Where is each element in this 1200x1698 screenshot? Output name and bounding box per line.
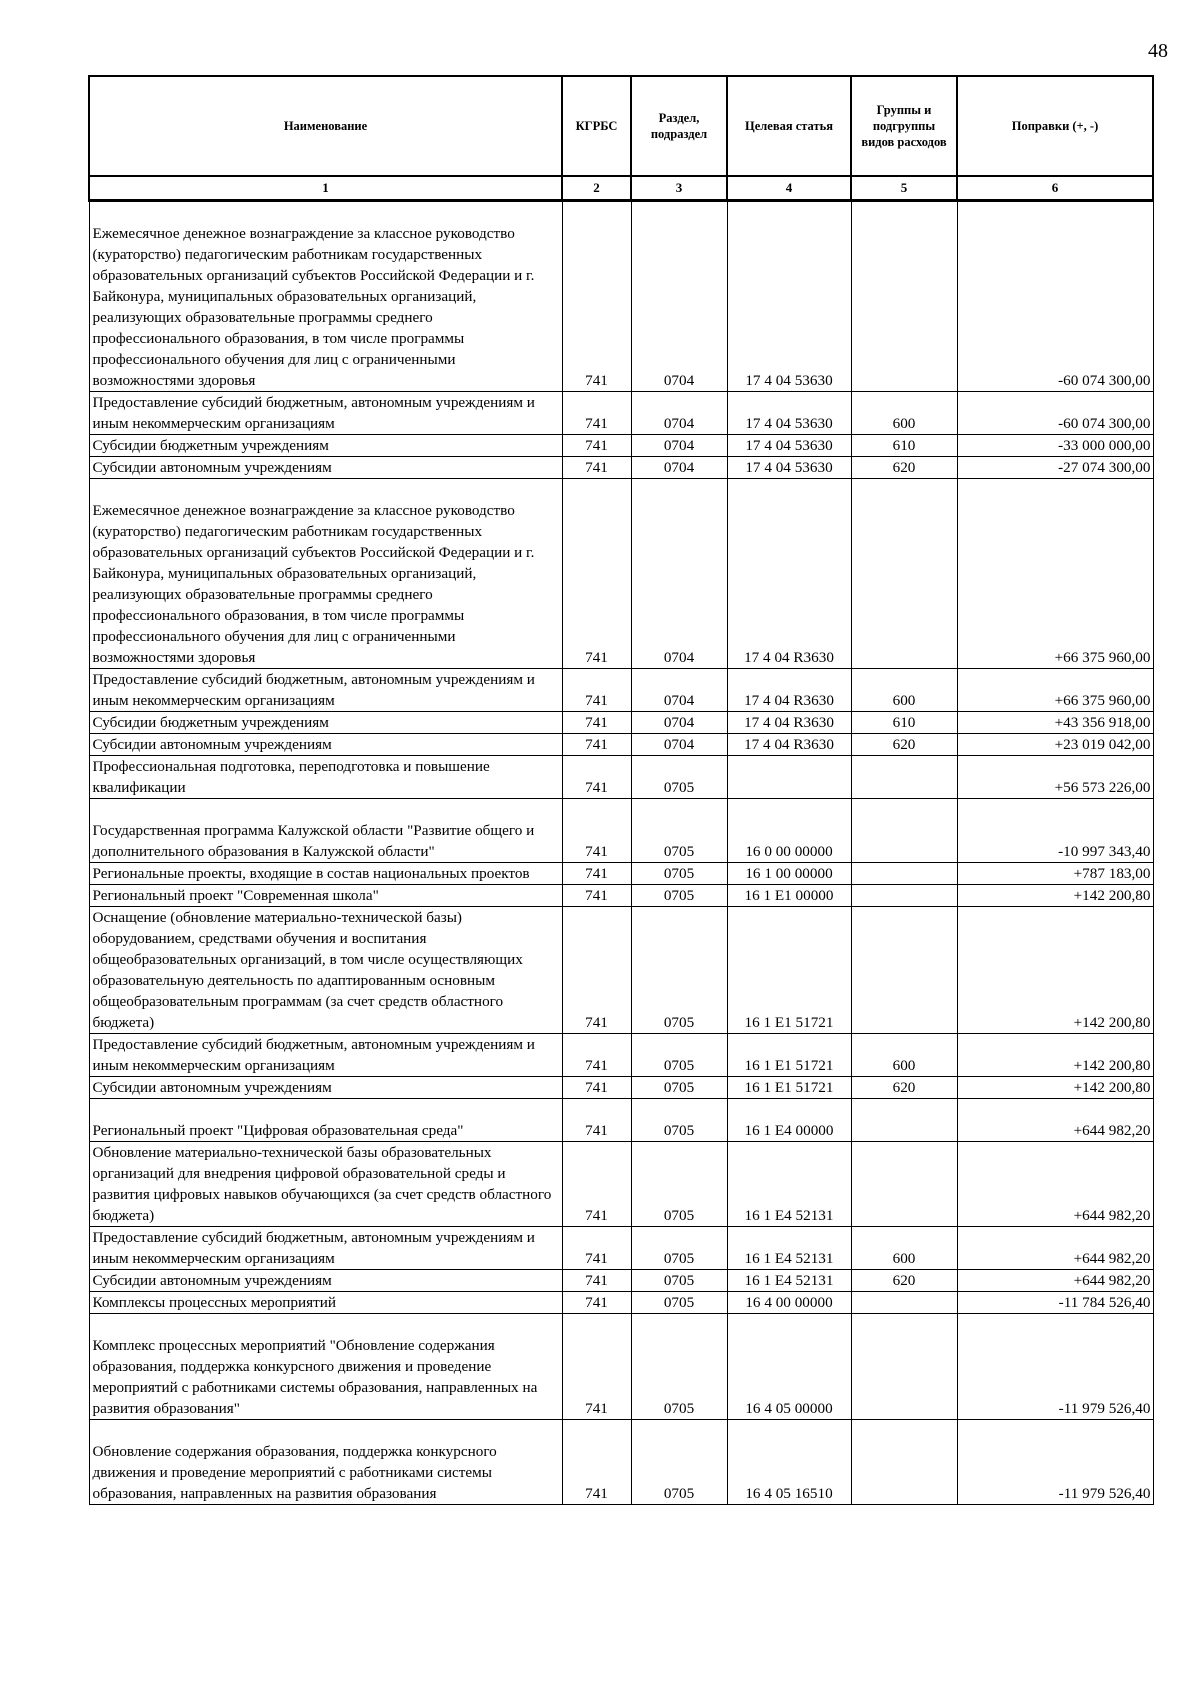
row-amount: +66 375 960,00: [957, 669, 1153, 712]
row-section: 0705: [631, 907, 727, 1034]
row-expense-group: [851, 756, 957, 799]
row-amount: -27 074 300,00: [957, 457, 1153, 479]
row-target-article: [727, 756, 851, 799]
row-expense-group: 620: [851, 734, 957, 756]
row-amount: +66 375 960,00: [957, 479, 1153, 669]
row-expense-group: [851, 1420, 957, 1505]
header-group: Группы и подгруппы видов расходов: [851, 76, 957, 176]
row-amount: +787 183,00: [957, 863, 1153, 885]
column-number: 6: [957, 176, 1153, 201]
row-section: 0704: [631, 669, 727, 712]
row-name: Ежемесячное денежное вознаграждение за классное руководство (кураторство) педагогическим работникам государственных образовательных организаций субъектов Российской Федерации и г. Байконура, муниципальных образовательных организаций, реализующих образовательные программы среднего профессионального образования, в том числе программы профессионального обучения для лиц с ограниченными возможностями здоровья: [89, 479, 562, 669]
header-name: Наименование: [89, 76, 562, 176]
row-name: Субсидии автономным учреждениям: [89, 1270, 562, 1292]
row-name: Комплекс процессных мероприятий "Обновление содержания образования, поддержка конкурсного движения и проведение мероприятий с работниками системы образования, направленных на развития образования": [89, 1314, 562, 1420]
row-target-article: 16 1 E4 52131: [727, 1270, 851, 1292]
column-number-row: [89, 176, 1153, 201]
row-kgrbs: 741: [562, 885, 631, 907]
row-amount: -60 074 300,00: [957, 201, 1153, 392]
row-section: 0705: [631, 863, 727, 885]
table-row: [89, 1099, 1153, 1142]
header-amount: Поправки (+, -): [957, 76, 1153, 176]
row-kgrbs: 741: [562, 1314, 631, 1420]
row-expense-group: 600: [851, 1034, 957, 1077]
row-section: 0704: [631, 457, 727, 479]
row-name: Ежемесячное денежное вознаграждение за классное руководство (кураторство) педагогическим работникам государственных образовательных организаций субъектов Российской Федерации и г. Байконура, муниципальных образовательных организаций, реализующих образовательные программы среднего профессионального образования, в том числе программы профессионального обучения для лиц с ограниченными возможностями здоровья: [89, 201, 562, 392]
row-kgrbs: 741: [562, 734, 631, 756]
table-row: [89, 669, 1153, 712]
row-target-article: 16 1 E4 52131: [727, 1227, 851, 1270]
row-expense-group: [851, 907, 957, 1034]
row-section: 0704: [631, 392, 727, 435]
row-kgrbs: 741: [562, 712, 631, 734]
row-target-article: 16 1 00 00000: [727, 863, 851, 885]
row-kgrbs: 741: [562, 392, 631, 435]
row-target-article: 16 4 00 00000: [727, 1292, 851, 1314]
row-kgrbs: 741: [562, 1292, 631, 1314]
row-section: 0705: [631, 1142, 727, 1227]
row-kgrbs: 741: [562, 1099, 631, 1142]
row-expense-group: 600: [851, 669, 957, 712]
row-name: Субсидии автономным учреждениям: [89, 1077, 562, 1099]
row-kgrbs: 741: [562, 457, 631, 479]
row-target-article: 17 4 04 R3630: [727, 669, 851, 712]
row-expense-group: 610: [851, 435, 957, 457]
row-name: Обновление материально-технической базы образовательных организаций для внедрения цифровой образовательной среды и развития цифровых навыков обучающихся (за счет средств областного бюджета): [89, 1142, 562, 1227]
row-section: 0704: [631, 479, 727, 669]
row-expense-group: [851, 863, 957, 885]
row-section: 0705: [631, 1420, 727, 1505]
row-name: Предоставление субсидий бюджетным, автономным учреждениям и иным некоммерческим организациям: [89, 669, 562, 712]
row-target-article: 17 4 04 R3630: [727, 734, 851, 756]
row-target-article: 17 4 04 53630: [727, 392, 851, 435]
row-target-article: 16 0 00 00000: [727, 799, 851, 863]
row-amount: -33 000 000,00: [957, 435, 1153, 457]
row-expense-group: [851, 479, 957, 669]
row-amount: +142 200,80: [957, 1077, 1153, 1099]
row-kgrbs: 741: [562, 479, 631, 669]
row-amount: -10 997 343,40: [957, 799, 1153, 863]
row-name: Субсидии автономным учреждениям: [89, 457, 562, 479]
row-amount: +142 200,80: [957, 907, 1153, 1034]
table-row: [89, 1314, 1153, 1420]
row-amount: +56 573 226,00: [957, 756, 1153, 799]
row-expense-group: [851, 201, 957, 392]
table-row: [89, 734, 1153, 756]
row-kgrbs: 741: [562, 435, 631, 457]
column-number: 1: [89, 176, 562, 201]
column-number: 3: [631, 176, 727, 201]
row-name: Субсидии бюджетным учреждениям: [89, 712, 562, 734]
table-row: [89, 479, 1153, 669]
row-name: Комплексы процессных мероприятий: [89, 1292, 562, 1314]
table-row: [89, 1292, 1153, 1314]
row-amount: +644 982,20: [957, 1227, 1153, 1270]
row-amount: +43 356 918,00: [957, 712, 1153, 734]
row-kgrbs: 741: [562, 1420, 631, 1505]
row-kgrbs: 741: [562, 1034, 631, 1077]
table-row: [89, 799, 1153, 863]
row-target-article: 16 1 E1 00000: [727, 885, 851, 907]
row-target-article: 16 4 05 00000: [727, 1314, 851, 1420]
table-row: [89, 392, 1153, 435]
table-row: [89, 712, 1153, 734]
row-name: Региональный проект "Цифровая образовательная среда": [89, 1099, 562, 1142]
row-target-article: 16 1 E1 51721: [727, 907, 851, 1034]
row-name: Предоставление субсидий бюджетным, автономным учреждениям и иным некоммерческим организациям: [89, 1227, 562, 1270]
row-target-article: 17 4 04 53630: [727, 457, 851, 479]
row-target-article: 16 1 E4 00000: [727, 1099, 851, 1142]
header-kgrbs: КГРБС: [562, 76, 631, 176]
row-section: 0705: [631, 756, 727, 799]
table-body: [89, 201, 1153, 1505]
row-expense-group: 620: [851, 1077, 957, 1099]
row-expense-group: 610: [851, 712, 957, 734]
row-section: 0705: [631, 1270, 727, 1292]
row-amount: -11 979 526,40: [957, 1314, 1153, 1420]
row-name: Оснащение (обновление материально-технической базы) оборудованием, средствами обучения и воспитания общеобразовательных организаций, в том числе осуществляющих образовательную деятельность по адаптированным основным общеобразовательным программам (за счет средств областного бюджета): [89, 907, 562, 1034]
row-expense-group: [851, 1314, 957, 1420]
row-amount: +142 200,80: [957, 885, 1153, 907]
table-row: [89, 1420, 1153, 1505]
row-target-article: 17 4 04 R3630: [727, 479, 851, 669]
table-row: [89, 1077, 1153, 1099]
row-expense-group: 620: [851, 1270, 957, 1292]
row-section: 0705: [631, 885, 727, 907]
row-expense-group: [851, 1099, 957, 1142]
row-name: Субсидии автономным учреждениям: [89, 734, 562, 756]
row-section: 0705: [631, 1034, 727, 1077]
row-name: Обновление содержания образования, поддержка конкурсного движения и проведение мероприятий с работниками системы образования, направленных на развития образования: [89, 1420, 562, 1505]
row-section: 0705: [631, 1099, 727, 1142]
row-target-article: 17 4 04 53630: [727, 435, 851, 457]
row-target-article: 16 1 E1 51721: [727, 1077, 851, 1099]
budget-table: [88, 75, 1154, 1505]
row-section: 0705: [631, 1227, 727, 1270]
table-row: [89, 1142, 1153, 1227]
row-amount: -11 784 526,40: [957, 1292, 1153, 1314]
row-section: 0705: [631, 1292, 727, 1314]
row-kgrbs: 741: [562, 1142, 631, 1227]
row-amount: +644 982,20: [957, 1142, 1153, 1227]
row-amount: -60 074 300,00: [957, 392, 1153, 435]
row-amount: +23 019 042,00: [957, 734, 1153, 756]
row-kgrbs: 741: [562, 907, 631, 1034]
row-section: 0704: [631, 435, 727, 457]
table-row: [89, 1034, 1153, 1077]
row-amount: +142 200,80: [957, 1034, 1153, 1077]
table-row: [89, 1270, 1153, 1292]
row-amount: +644 982,20: [957, 1099, 1153, 1142]
row-kgrbs: 741: [562, 863, 631, 885]
row-name: Региональный проект "Современная школа": [89, 885, 562, 907]
row-name: Региональные проекты, входящие в состав национальных проектов: [89, 863, 562, 885]
row-kgrbs: 741: [562, 799, 631, 863]
row-target-article: 17 4 04 53630: [727, 201, 851, 392]
row-kgrbs: 741: [562, 1270, 631, 1292]
row-section: 0704: [631, 712, 727, 734]
row-name: Государственная программа Калужской области "Развитие общего и дополнительного образования в Калужской области": [89, 799, 562, 863]
row-section: 0705: [631, 1314, 727, 1420]
table-row: [89, 1227, 1153, 1270]
header-target: Целевая статья: [727, 76, 851, 176]
row-target-article: 16 1 E4 52131: [727, 1142, 851, 1227]
row-section: 0705: [631, 799, 727, 863]
row-expense-group: [851, 1142, 957, 1227]
table-row: [89, 201, 1153, 392]
row-expense-group: [851, 799, 957, 863]
row-name: Предоставление субсидий бюджетным, автономным учреждениям и иным некоммерческим организациям: [89, 1034, 562, 1077]
row-kgrbs: 741: [562, 1227, 631, 1270]
column-number: 4: [727, 176, 851, 201]
table-header-row: [89, 76, 1153, 176]
table-row: [89, 435, 1153, 457]
row-kgrbs: 741: [562, 669, 631, 712]
row-expense-group: 600: [851, 392, 957, 435]
row-amount: +644 982,20: [957, 1270, 1153, 1292]
row-target-article: 16 1 E1 51721: [727, 1034, 851, 1077]
table-row: [89, 907, 1153, 1034]
row-kgrbs: 741: [562, 756, 631, 799]
table-row: [89, 457, 1153, 479]
row-expense-group: 620: [851, 457, 957, 479]
row-name: Профессиональная подготовка, переподготовка и повышение квалификации: [89, 756, 562, 799]
row-section: 0704: [631, 201, 727, 392]
row-amount: -11 979 526,40: [957, 1420, 1153, 1505]
row-expense-group: 600: [851, 1227, 957, 1270]
column-number: 2: [562, 176, 631, 201]
row-target-article: 17 4 04 R3630: [727, 712, 851, 734]
row-name: Предоставление субсидий бюджетным, автономным учреждениям и иным некоммерческим организациям: [89, 392, 562, 435]
table-row: [89, 885, 1153, 907]
row-expense-group: [851, 1292, 957, 1314]
table-row: [89, 756, 1153, 799]
row-kgrbs: 741: [562, 201, 631, 392]
page-number: 48: [1148, 40, 1168, 62]
row-expense-group: [851, 885, 957, 907]
row-kgrbs: 741: [562, 1077, 631, 1099]
row-section: 0704: [631, 734, 727, 756]
header-section: Раздел, подраздел: [631, 76, 727, 176]
row-section: 0705: [631, 1077, 727, 1099]
row-name: Субсидии бюджетным учреждениям: [89, 435, 562, 457]
row-target-article: 16 4 05 16510: [727, 1420, 851, 1505]
table-row: [89, 863, 1153, 885]
column-number: 5: [851, 176, 957, 201]
